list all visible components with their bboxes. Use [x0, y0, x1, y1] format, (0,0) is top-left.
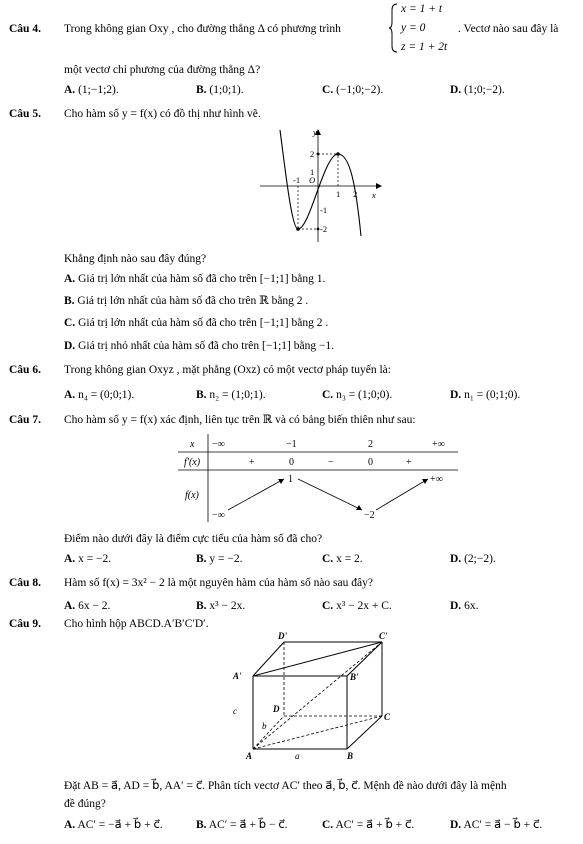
option-b[interactable]: B. x³ − 2x.	[196, 600, 246, 612]
svg-text:0: 0	[368, 457, 373, 468]
option-d[interactable]: D. (2;−2).	[450, 553, 496, 565]
svg-text:A': A'	[233, 671, 242, 681]
option-a[interactable]: A. (1;−1;2).	[64, 84, 119, 96]
option-c[interactable]: C. x = 2.	[322, 553, 363, 565]
option-c[interactable]: C. AC′ = a⃗ + b⃗ + c⃗.	[322, 819, 415, 831]
parallelepiped-figure	[226, 632, 406, 762]
svg-text:−2: −2	[364, 510, 375, 521]
question-text-continued: Đặt AB = a⃗, AD = b⃗, AA′ = c⃗. Phân tích vectơ AC′ theo a⃗, b⃗, c⃗. Mệnh đề nào dưới đây là mệnh	[64, 780, 507, 792]
svg-text:y: y	[313, 127, 317, 137]
option-b[interactable]: B. y = −2.	[196, 553, 243, 565]
option-a[interactable]: A. 6x − 2.	[64, 600, 111, 612]
option-a[interactable]: A. AC′ = −a⃗ + b⃗ + c⃗.	[64, 819, 163, 831]
function-row-label: f(x)	[185, 490, 199, 501]
option-d[interactable]: D. AC′ = a⃗ − b⃗ + c⃗.	[450, 819, 543, 831]
question-claim: Khẳng định nào sau đây đúng?	[64, 253, 207, 265]
question-text: Trong không gian Oxyz , mặt phẳng (Oxz) có một vectơ pháp tuyến là:	[64, 364, 391, 376]
svg-text:−1: −1	[286, 439, 297, 450]
equation-line: z = 1 + 2t	[401, 41, 448, 53]
svg-text:1: 1	[288, 474, 293, 485]
variation-table	[178, 434, 460, 522]
svg-text:O: O	[309, 175, 316, 185]
option-b[interactable]: B. n₂ = (1;0;1).	[196, 389, 266, 401]
svg-text:C: C	[384, 712, 391, 722]
option-d[interactable]: D. 6x.	[450, 600, 479, 612]
svg-text:B': B'	[350, 672, 359, 682]
question-claim: Điểm nào dưới đây là điểm cực tiểu của hàm số đã cho?	[64, 533, 323, 545]
svg-text:+: +	[406, 457, 412, 468]
question-text-continued: một vectơ chỉ phương của đường thẳng Δ?	[64, 64, 261, 76]
svg-text:D': D'	[278, 632, 287, 641]
option-c[interactable]: C. (−1;0;−2).	[322, 84, 384, 96]
question-text: Cho hàm số y = f(x) có đồ thị như hình vẽ.	[64, 108, 261, 120]
question-label: Câu 9.	[9, 618, 41, 630]
svg-text:c⃗: c⃗	[233, 706, 244, 716]
x-axis-arrow-icon	[376, 183, 382, 189]
question-text-continued: . Vectơ nào sau đây là	[458, 23, 559, 35]
question-label: Câu 6.	[9, 364, 41, 376]
svg-text:+∞: +∞	[430, 474, 443, 485]
option-d[interactable]: D. (1;0;−2).	[450, 84, 505, 96]
equation-line: y = 0	[401, 22, 426, 34]
option-c[interactable]: C. Giá trị lớn nhất của hàm số đã cho trên [−1;1] bằng 2 .	[64, 317, 329, 329]
function-graph	[258, 126, 383, 246]
svg-text:b⃗: b⃗	[262, 721, 274, 731]
question-text: Hàm số f(x) = 3x² − 2 là một nguyên hàm của hàm số nào sau đây?	[64, 577, 373, 589]
question-text: Cho hình hộp ABCD.A′B′C′D′.	[64, 618, 209, 630]
svg-text:A: A	[246, 751, 253, 761]
svg-text:D: D	[273, 704, 280, 714]
option-b[interactable]: B. Giá trị lớn nhất của hàm số đã cho trên ℝ bằng 2 .	[64, 295, 309, 307]
brace-icon	[389, 2, 399, 54]
option-a[interactable]: A. x = −2.	[64, 553, 112, 565]
question-text: Cho hàm số y = f(x) xác định, liên tục trên ℝ và có bảng biến thiên như sau:	[64, 414, 416, 426]
svg-text:B: B	[347, 751, 354, 761]
option-c[interactable]: C. n₃ = (1;0;0).	[322, 389, 393, 401]
svg-text:−: −	[328, 457, 334, 468]
svg-text:1: 1	[336, 189, 341, 199]
question-label: Câu 4.	[9, 23, 41, 35]
question-text: Trong không gian Oxy , cho đường thẳng Δ có phương trình	[64, 23, 341, 35]
option-b[interactable]: B. AC′ = a⃗ + b⃗ − c⃗.	[196, 819, 288, 831]
svg-text:a⃗: a⃗	[295, 751, 307, 761]
question-text-continued: đề đúng?	[64, 798, 106, 810]
option-b[interactable]: B. (1;0;1).	[196, 84, 244, 96]
svg-text:-1: -1	[320, 205, 328, 215]
svg-text:0: 0	[289, 457, 294, 468]
question-label: Câu 7.	[9, 414, 41, 426]
svg-text:−∞: −∞	[212, 510, 225, 521]
svg-text:-1: -1	[293, 175, 301, 185]
svg-text:2: 2	[353, 189, 358, 199]
option-a[interactable]: A. Giá trị lớn nhất của hàm số đã cho trên [−1;1] bằng 1.	[64, 273, 326, 285]
equation-line: x = 1 + t	[401, 3, 443, 15]
svg-text:−∞: −∞	[212, 439, 225, 450]
svg-text:+∞: +∞	[432, 439, 445, 450]
svg-text:1: 1	[310, 167, 315, 177]
derivative-row-label: f′(x)	[184, 457, 201, 468]
option-c[interactable]: C. x³ − 2x + C.	[322, 600, 392, 612]
option-a[interactable]: A. n₄ = (0;0;1).	[64, 389, 135, 401]
option-d[interactable]: D. Giá trị nhỏ nhất của hàm số đã cho trên [−1;1] bằng −1.	[64, 340, 335, 352]
x-row-label: x	[190, 439, 195, 450]
svg-text:2: 2	[310, 149, 315, 159]
svg-text:x: x	[372, 190, 376, 200]
svg-text:2: 2	[368, 439, 373, 450]
question-label: Câu 5.	[9, 108, 41, 120]
svg-text:C': C'	[379, 632, 388, 641]
svg-text:-2: -2	[320, 224, 328, 234]
svg-text:+: +	[249, 457, 255, 468]
question-label: Câu 8.	[9, 577, 41, 589]
option-d[interactable]: D. n₁ = (0;1;0).	[450, 389, 521, 401]
